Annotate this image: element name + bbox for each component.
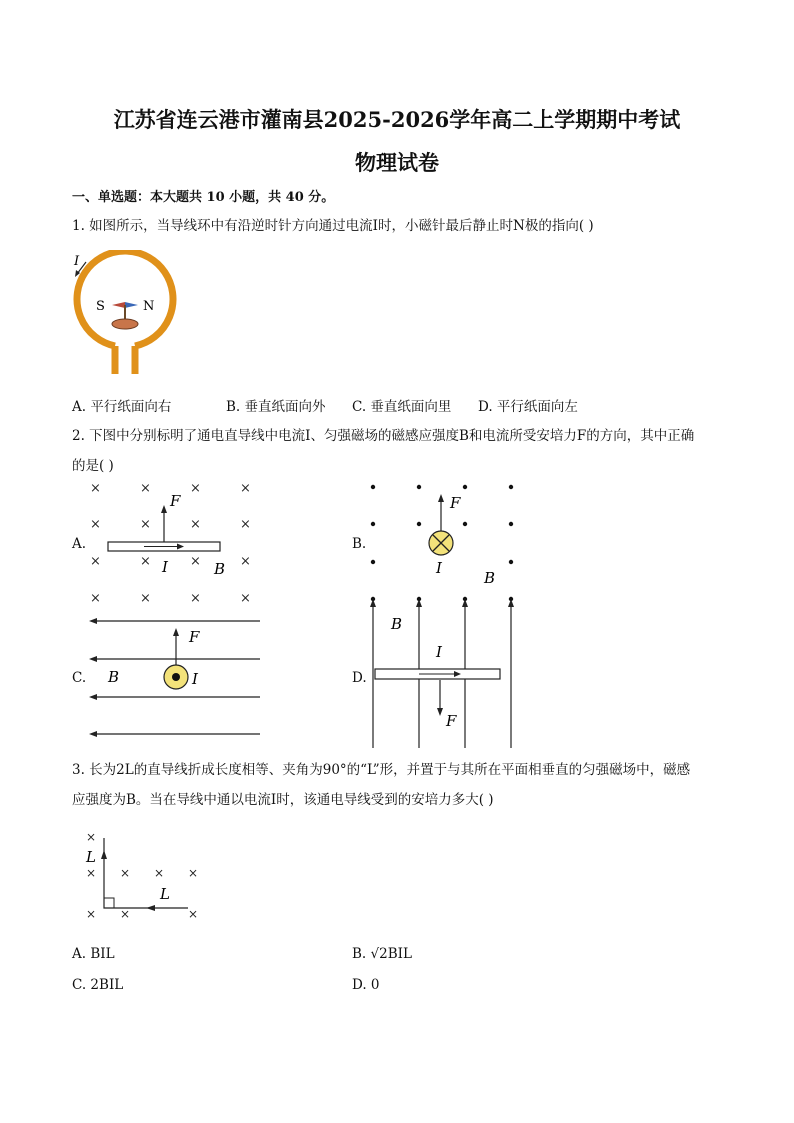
q2-figure-b <box>364 478 534 603</box>
svg-text:×: × <box>86 907 97 921</box>
svg-text:×: × <box>120 866 131 880</box>
q1-option-d: D. 平行纸面向左 <box>478 399 578 415</box>
section-heading: 一、单选题：本大题共 10 小题，共 40 分。 <box>72 190 335 205</box>
q2-stem-line2: 的是( ) <box>72 458 114 474</box>
svg-text:×: × <box>140 591 151 606</box>
q2-option-c-label: C. <box>72 670 87 686</box>
q2-figure-d <box>364 594 534 750</box>
q1-stem: 1. 如图所示，当导线环中有沿逆时针方向通过电流I时，小磁针最后静止时N极的指向( ) <box>72 218 594 234</box>
svg-text:×: × <box>140 554 151 569</box>
q1-figure-ring <box>70 250 190 380</box>
svg-text:×: × <box>140 517 151 532</box>
q3-l-wire <box>104 838 188 908</box>
q2-d-field-label: B <box>391 615 403 633</box>
q3-stem-line2: 应强度为B。当在导线中通以电流I时，该通电导线受到的安培力多大( ) <box>72 792 494 808</box>
page-title: 江苏省连云港市灌南县2025-2026学年高二上学期期中考试 <box>113 107 681 132</box>
q1-needle-south <box>112 302 125 308</box>
q1-current-label: I <box>74 254 80 269</box>
q1-needle-base <box>112 319 138 329</box>
q2-figure-a <box>84 478 264 608</box>
svg-text:×: × <box>190 554 201 569</box>
q3-field-crosses <box>86 830 198 921</box>
q2-c-force-arrowhead <box>173 628 179 636</box>
q3-option-b: B. √2BIL <box>352 946 412 962</box>
q2-c-field-label: B <box>108 668 120 686</box>
q3-option-d: D. 0 <box>352 977 380 993</box>
q2-c-field-arrowheads <box>89 618 97 737</box>
svg-text:×: × <box>188 907 199 921</box>
q1-option-b: B. 垂直纸面向外 <box>226 399 326 415</box>
q2-b-field-label: B <box>484 569 496 587</box>
svg-text:×: × <box>190 481 201 496</box>
q2-option-b-label: B. <box>352 536 367 552</box>
q1-north-label: N <box>143 299 155 314</box>
svg-text:×: × <box>154 866 165 880</box>
q3-horizontal-length-label: L <box>160 885 170 903</box>
q2-c-force-label: F <box>189 628 200 646</box>
q2-a-current-label: I <box>162 558 168 576</box>
svg-text:×: × <box>90 481 101 496</box>
svg-text:×: × <box>190 517 201 532</box>
q1-south-label: S <box>96 299 105 314</box>
q3-left-arrowhead <box>146 905 155 911</box>
q2-figure-c <box>84 608 266 744</box>
q2-a-force-arrowhead <box>161 505 167 513</box>
svg-text:×: × <box>86 830 97 844</box>
q2-option-d-label: D. <box>352 670 367 686</box>
svg-text:×: × <box>90 517 101 532</box>
q3-right-angle-mark <box>104 898 114 908</box>
q3-figure <box>82 826 202 926</box>
q2-option-a-label: A. <box>72 536 87 552</box>
q2-b-force-label: F <box>450 494 461 512</box>
svg-text:×: × <box>188 866 199 880</box>
svg-text:×: × <box>240 481 251 496</box>
svg-text:×: × <box>120 907 131 921</box>
q2-a-force-label: F <box>170 492 181 510</box>
q2-stem-line1: 2. 下图中分别标明了通电直导线中电流I、匀强磁场的磁感应强度B和电流所受安培力F的方向，其中正确 <box>72 428 695 444</box>
svg-text:×: × <box>190 591 201 606</box>
q2-a-field-label: B <box>214 560 226 578</box>
svg-text:×: × <box>90 554 101 569</box>
q3-option-a: A. BIL <box>72 946 115 962</box>
page-subtitle: 物理试卷 <box>355 150 439 175</box>
q1-wire-leads <box>115 346 135 374</box>
q2-c-dot <box>172 673 180 681</box>
svg-text:×: × <box>240 554 251 569</box>
q2-d-current-label: I <box>436 643 442 661</box>
q2-d-force-label: F <box>446 712 457 730</box>
q2-b-current-label: I <box>436 559 442 577</box>
svg-text:×: × <box>90 591 101 606</box>
q2-c-current-label: I <box>192 670 198 688</box>
svg-text:×: × <box>86 866 97 880</box>
q3-option-c: C. 2BIL <box>72 977 124 993</box>
q1-option-c: C. 垂直纸面向里 <box>352 399 452 415</box>
q1-wire-ring <box>77 251 173 346</box>
q3-up-arrowhead <box>101 850 107 859</box>
q2-d-force-arrowhead <box>437 708 443 716</box>
q3-vertical-length-label: L <box>86 848 96 866</box>
svg-text:×: × <box>240 517 251 532</box>
q2-b-force-arrowhead <box>438 494 444 502</box>
svg-text:×: × <box>140 481 151 496</box>
q1-option-a: A. 平行纸面向右 <box>72 399 172 415</box>
svg-text:×: × <box>240 591 251 606</box>
q1-needle-north <box>125 302 138 308</box>
q2-d-field-arrowheads <box>370 599 514 607</box>
q3-stem-line1: 3. 长为2L的直导线折成长度相等、夹角为90°的“L”形，并置于与其所在平面相垂直的匀强磁场中，磁感 <box>72 762 691 778</box>
